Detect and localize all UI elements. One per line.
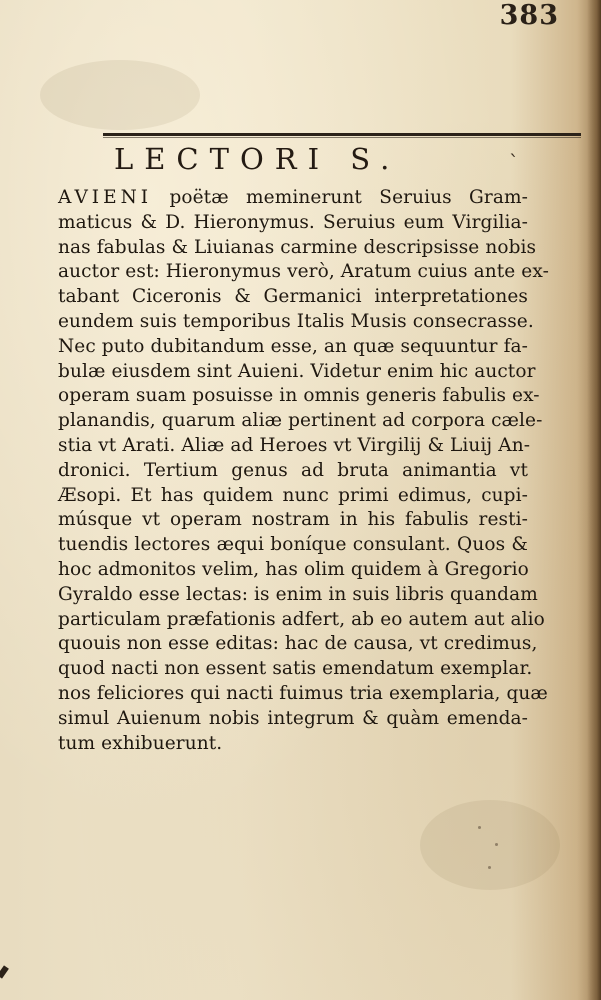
- text-line: eundem suis temporibus Italis Musis consecrasse.: [58, 310, 534, 332]
- margin-ink-mark: [0, 965, 9, 978]
- text-line: Gyraldo esse lectas: is enim in suis libris quandam: [58, 583, 538, 605]
- text-line: Æsopi. Et has quidem nunc primi edimus, cupi-: [58, 484, 528, 506]
- heading-ornament: ՝: [509, 150, 517, 174]
- text-line-last: tum exhibuerunt.: [58, 732, 223, 754]
- text-line: músque vt operam nostram in his fabulis resti-: [58, 509, 528, 531]
- header-rule-shadow: [103, 137, 581, 138]
- opening-word: AVIENI: [58, 187, 153, 208]
- body-text: [58, 186, 549, 756]
- text-line: maticus & D. Hieronymus. Seruius eum Virgilia-: [58, 211, 528, 233]
- text-line: [58, 186, 528, 211]
- text-line: Nec puto dubitandum esse, an quæ sequuntur fa-: [58, 335, 528, 357]
- page-number: 383: [499, 0, 559, 31]
- text-line-rest: poëtæ meminerunt Seruius Gram-: [152, 187, 528, 208]
- page-edge-shadow: [587, 0, 601, 1000]
- text-line: dronici. Tertium genus ad bruta animantia vt: [58, 459, 528, 481]
- text-line: stia vt Arati. Aliæ ad Heroes vt Virgilij & Liuij An-: [58, 434, 531, 456]
- paper-stain: [40, 60, 200, 130]
- text-line: planandis, quarum aliæ pertinent ad corpora cæle-: [58, 410, 543, 432]
- text-line: nos feliciores qui nacti fuimus tria exemplaria, quæ: [58, 682, 548, 704]
- text-line: tuendis lectores æqui boníque consulant. Quos &: [58, 534, 528, 556]
- text-line: quouis non esse editas: hac de causa, vt credimus,: [58, 633, 538, 655]
- text-line: simul Auienum nobis integrum & quàm emenda-: [58, 707, 528, 729]
- ink-speck: [488, 866, 491, 869]
- text-line: operam suam posuisse in omnis generis fabulis ex-: [58, 385, 540, 407]
- header-rule: [103, 133, 581, 136]
- text-line: bulæ eiusdem sint Auieni. Videtur enim hic auctor: [58, 360, 536, 382]
- text-line: quod nacti non essent satis emendatum exemplar.: [58, 658, 533, 680]
- ink-speck: [478, 826, 481, 829]
- text-line: particulam præfationis adfert, ab eo autem aut alio: [58, 608, 545, 630]
- text-line: auctor est: Hieronymus verò, Aratum cuius ante ex-: [58, 261, 549, 283]
- text-line: tabant Ciceronis & Germanici interpretationes: [58, 286, 528, 308]
- page-heading: LECTORI S.: [114, 142, 401, 176]
- ink-speck: [495, 843, 498, 846]
- text-line: hoc admonitos velim, has olim quidem à Gregorio: [58, 558, 529, 580]
- paper-stain: [420, 800, 560, 890]
- text-line: nas fabulas & Liuianas carmine descripsisse nobis: [58, 236, 537, 258]
